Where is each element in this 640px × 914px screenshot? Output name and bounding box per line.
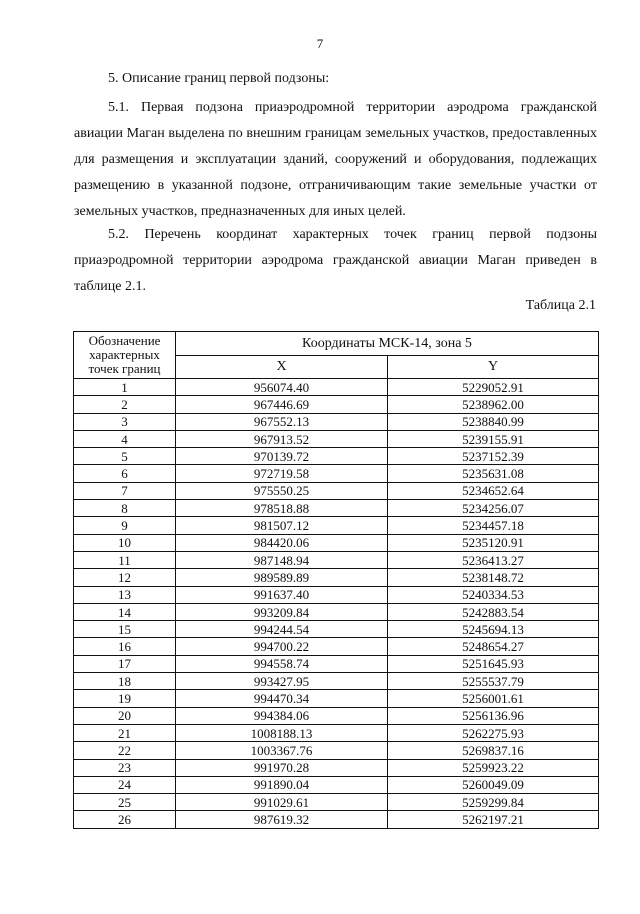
table-row <box>74 430 599 447</box>
cell-x: 994700.22 <box>176 638 388 655</box>
table-row <box>74 413 599 430</box>
cell-point-number: 24 <box>74 776 176 793</box>
cell-y: 5238840.99 <box>388 413 599 430</box>
table-row <box>74 811 599 828</box>
cell-x: 1008188.13 <box>176 724 388 741</box>
cell-y: 5237152.39 <box>388 448 599 465</box>
cell-y: 5245694.13 <box>388 621 599 638</box>
cell-point-number: 8 <box>74 500 176 517</box>
cell-point-number: 11 <box>74 551 176 568</box>
cell-point-number: 4 <box>74 430 176 447</box>
paragraph-5-1: 5.1. Первая подзона приаэродромной территории аэродрома гражданской авиации Маган выделена по внешним границам земельных участков, предоставленных для размещения и эксплуатации зданий, сооружений и оборудования, подлежащих размещению в указанной подзоне, отграничивающим такие земельные участки от земельных участков, предназначенных для иных целей. <box>74 100 597 219</box>
cell-y: 5239155.91 <box>388 430 599 447</box>
section-heading: 5. Описание границ первой подзоны: <box>108 71 330 86</box>
cell-point-number: 19 <box>74 690 176 707</box>
table-row <box>74 500 599 517</box>
paragraph-5-2: 5.2. Перечень координат характерных точек границ первой подзоны приаэродромной территории аэродрома гражданской авиации Маган приведен в таблице 2.1. <box>74 227 597 294</box>
cell-x: 989589.89 <box>176 569 388 586</box>
cell-x: 994470.34 <box>176 690 388 707</box>
cell-y: 5234457.18 <box>388 517 599 534</box>
cell-x: 984420.06 <box>176 534 388 551</box>
table-row <box>74 551 599 568</box>
cell-x: 970139.72 <box>176 448 388 465</box>
table-row <box>74 569 599 586</box>
table-row <box>74 448 599 465</box>
cell-point-number: 14 <box>74 603 176 620</box>
cell-y: 5234256.07 <box>388 500 599 517</box>
cell-point-number: 10 <box>74 534 176 551</box>
table-row <box>74 673 599 690</box>
cell-x: 994244.54 <box>176 621 388 638</box>
cell-point-number: 26 <box>74 811 176 828</box>
cell-point-number: 13 <box>74 586 176 603</box>
cell-y: 5242883.54 <box>388 603 599 620</box>
cell-x: 994558.74 <box>176 655 388 672</box>
cell-y: 5238962.00 <box>388 396 599 413</box>
table-row <box>74 707 599 724</box>
cell-x: 991029.61 <box>176 794 388 811</box>
coordinates-table <box>73 331 599 829</box>
cell-point-number: 15 <box>74 621 176 638</box>
cell-point-number: 5 <box>74 448 176 465</box>
cell-point-number: 22 <box>74 742 176 759</box>
cell-y: 5262275.93 <box>388 724 599 741</box>
table-row <box>74 638 599 655</box>
table-row <box>74 742 599 759</box>
table-body <box>74 379 599 829</box>
cell-y: 5259923.22 <box>388 759 599 776</box>
cell-point-number: 18 <box>74 673 176 690</box>
cell-x: 975550.25 <box>176 482 388 499</box>
cell-point-number: 16 <box>74 638 176 655</box>
cell-x: 991637.40 <box>176 586 388 603</box>
cell-y: 5262197.21 <box>388 811 599 828</box>
cell-x: 987619.32 <box>176 811 388 828</box>
cell-y: 5256136.96 <box>388 707 599 724</box>
table-row <box>74 603 599 620</box>
cell-x: 991890.04 <box>176 776 388 793</box>
table-row <box>74 621 599 638</box>
cell-x: 967552.13 <box>176 413 388 430</box>
table-row <box>74 482 599 499</box>
table-row <box>74 517 599 534</box>
cell-x: 987148.94 <box>176 551 388 568</box>
header-point-label: Обозначение характерных точек границ <box>74 332 176 379</box>
cell-x: 972719.58 <box>176 465 388 482</box>
cell-y: 5229052.91 <box>388 379 599 396</box>
cell-y: 5235631.08 <box>388 465 599 482</box>
cell-y: 5238148.72 <box>388 569 599 586</box>
cell-x: 978518.88 <box>176 500 388 517</box>
cell-point-number: 3 <box>74 413 176 430</box>
cell-y: 5236413.27 <box>388 551 599 568</box>
header-coordinate-system: Координаты МСК-14, зона 5 <box>176 332 599 356</box>
table-row <box>74 396 599 413</box>
table-row <box>74 724 599 741</box>
cell-y: 5269837.16 <box>388 742 599 759</box>
cell-x: 1003367.76 <box>176 742 388 759</box>
cell-point-number: 23 <box>74 759 176 776</box>
table-row <box>74 379 599 396</box>
cell-point-number: 12 <box>74 569 176 586</box>
cell-y: 5260049.09 <box>388 776 599 793</box>
cell-y: 5248654.27 <box>388 638 599 655</box>
cell-point-number: 25 <box>74 794 176 811</box>
cell-x: 967913.52 <box>176 430 388 447</box>
cell-point-number: 17 <box>74 655 176 672</box>
cell-x: 993427.95 <box>176 673 388 690</box>
table-row <box>74 776 599 793</box>
page-number: 7 <box>316 36 324 51</box>
cell-y: 5256001.61 <box>388 690 599 707</box>
cell-point-number: 20 <box>74 707 176 724</box>
cell-point-number: 7 <box>74 482 176 499</box>
cell-x: 981507.12 <box>176 517 388 534</box>
table-row <box>74 586 599 603</box>
cell-point-number: 2 <box>74 396 176 413</box>
header-x: X <box>176 356 388 379</box>
table-row <box>74 794 599 811</box>
cell-y: 5234652.64 <box>388 482 599 499</box>
table-row <box>74 655 599 672</box>
cell-point-number: 9 <box>74 517 176 534</box>
cell-point-number: 1 <box>74 379 176 396</box>
cell-point-number: 6 <box>74 465 176 482</box>
table-row <box>74 534 599 551</box>
cell-x: 956074.40 <box>176 379 388 396</box>
cell-x: 991970.28 <box>176 759 388 776</box>
table-row <box>74 690 599 707</box>
table-caption: Таблица 2.1 <box>525 298 596 313</box>
cell-x: 967446.69 <box>176 396 388 413</box>
table-row <box>74 759 599 776</box>
cell-y: 5235120.91 <box>388 534 599 551</box>
cell-y: 5259299.84 <box>388 794 599 811</box>
cell-y: 5240334.53 <box>388 586 599 603</box>
cell-y: 5255537.79 <box>388 673 599 690</box>
cell-y: 5251645.93 <box>388 655 599 672</box>
cell-point-number: 21 <box>74 724 176 741</box>
cell-x: 994384.06 <box>176 707 388 724</box>
table-row <box>74 465 599 482</box>
header-y: Y <box>388 356 599 379</box>
cell-x: 993209.84 <box>176 603 388 620</box>
